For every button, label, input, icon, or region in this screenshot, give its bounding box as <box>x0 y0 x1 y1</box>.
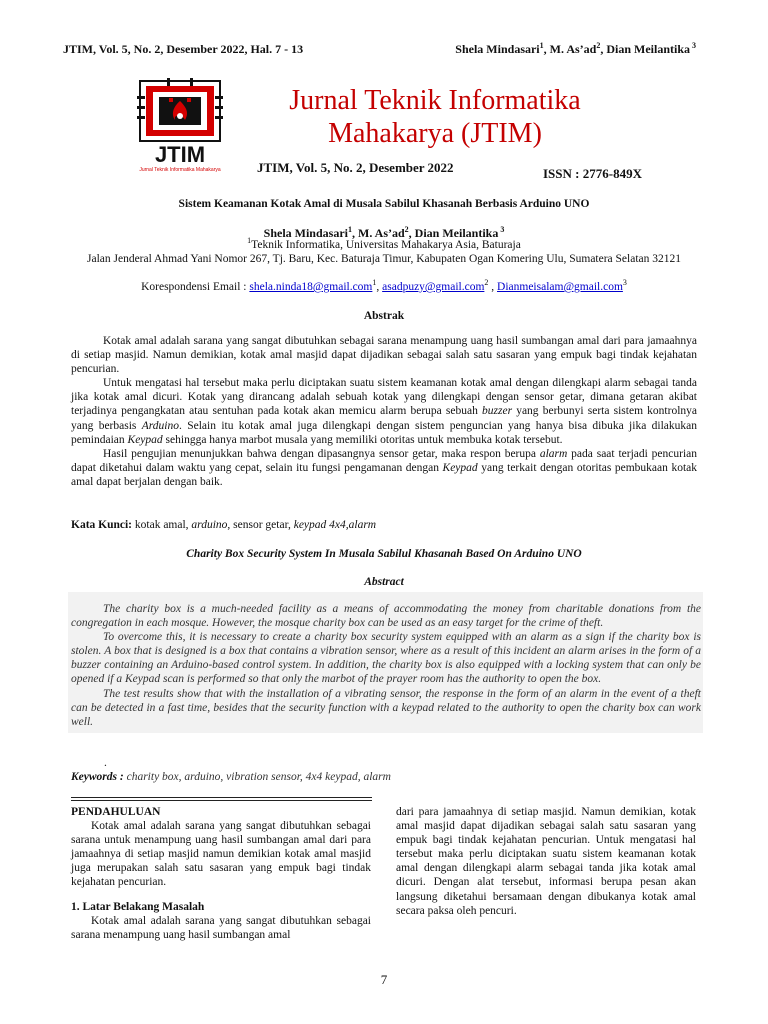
left-column <box>71 805 371 942</box>
abstract-heading: Abstract <box>364 576 404 588</box>
body-paragraph: dari para jamaahnya di setiap masjid. Namun demikian, kotak amal masjid dapat dijadikan sebagai salah satu sasaran yang empuk bagi tindak kejahatan pencurian. Untuk mengatasi hal tersebut maka perlu diciptakan suatu sistem keamanan kotak amal dengan dilengkapi alarm sebagai tanda jika kotak amal dicuri. Dengan alat tersebut, informasi berupa pesan akan langsung diketahui bersamaan dengan dibukanya kotak amal secara paksa oleh pencuri. <box>396 806 696 917</box>
journal-issn: ISSN : 2776-849X <box>543 166 642 181</box>
right-column <box>396 805 696 918</box>
body-paragraph: Kotak amal adalah sarana yang sangat dibutuhkan sebagai sarana menampung uang hasil sumbangan amal <box>71 914 371 941</box>
stray-dot: . <box>104 757 107 769</box>
jtim-logo <box>137 78 223 174</box>
journal-volume: JTIM, Vol. 5, No. 2, Desember 2022 <box>257 160 454 175</box>
section-rule <box>71 797 372 798</box>
affiliation: $^1$Teknik Informatika, Universitas Mahakarya Asia, Baturaja Jalan Jenderal Ahmad Yani Nomor 267, Tj. Baru, Kec. Baturaja Timur, Kabupaten Ogan Komering Ulu, Sumatera Selatan 32121 <box>86 236 682 265</box>
journal-title: Jurnal Teknik Informatika Mahakarya (JTIM) <box>289 85 581 149</box>
paper-title: Sistem Keamanan Kotak Amal di Musala Sabilul Khasanah Berbasis Arduino UNO <box>178 198 590 210</box>
correspondence: Korespondensi Email : shela.ninda18@gmail.com$^1$, asadpuzy@gmail.com$^2$ , Dianmeisalam@gmail.com$^3$ <box>141 278 627 293</box>
body-paragraph: Kotak amal adalah sarana yang sangat dibutuhkan sebagai sarana untuk menampung uang hasil sumbangan amal dari para jamaahnya di setiap masjid namun demikian kotak amal masjid juga merupakan salah satu sasaran yang empuk bagi tindak kejahatan pencurian. <box>71 820 371 889</box>
kata-kunci: Kata Kunci: kotak amal, arduino, sensor getar, keypad 4x4,alarm <box>71 519 377 531</box>
logo-subtext: Jurnal Teknik Informatika Mahakarya <box>139 167 221 173</box>
abstrak-heading: Abstrak <box>363 310 405 322</box>
subsection-heading: 1. Latar Belakang Masalah <box>71 900 205 913</box>
email-link-3[interactable]: Dianmeisalam@gmail.com <box>497 281 623 293</box>
logo-text: JTIM <box>154 142 206 167</box>
section-rule-thin <box>71 800 372 801</box>
english-title: Charity Box Security System In Musala Sabilul Khasanah Based On Arduino UNO <box>186 548 582 560</box>
page-number: 7 <box>380 972 388 987</box>
running-header-right: Shela Mindasari$^1$, M. $As’ad^2$, Dian Meilantika $^3$ <box>455 41 696 56</box>
abstrak-body: Kotak amal adalah sarana yang sangat dibutuhkan sebagai sarana menampung uang hasil sumbangan amal dari para jamaahnya di setiap masjid. Namun demikian, kotak amal masjid dapat dijadikan sebagai salah satu sasaran yang empuk bagi tindak kejahatan pencurian. Untuk mengatasi hal tersebut maka perlu diciptakan suatu sistem keamanan kotak amal dengan dilengkapi alarm sebagai tanda jika kotak amal dicuri. Kotak yang dirancang adalah sebuah kotak yang dilengkapi dengan sensor getar, dimana getaran akibat terjadinya pengangkatan atau sentuhan pada kotak akan memicu alarm berupa sebuah buzzer yang berbunyi serta sistem kontrolnya yang berbasis Arduino. Selain itu kotak amal juga dilengkapi dengan sistem penguncian yang hanya bisa dibuka jika dilakukan pemindaian Keypad sehingga hanya marbot musala yang memiliki otoritas untuk membuka kotak tersebut. Hasil pengujian menunjukkan bahwa dengan dipasangnya sensor getar, maka respon berupa alarm pada saat terjadi pencurian dapat diketahui dalam waktu yang cepat, selain itu fungsi pengamanan dengan Keypad yang terkait dengan otoritas pembukaan kotak amal dapat berjalan dengan baik. <box>71 335 697 488</box>
email-link-2[interactable]: asadpuzy@gmail.com <box>382 281 485 293</box>
keywords: Keywords : charity box, arduino, vibration sensor, 4x4 keypad, alarm <box>71 771 391 783</box>
section-heading: PENDAHULUAN <box>71 806 161 818</box>
abstract-body: The charity box is a much-needed facility as a means of accommodating the money from charitable donations from the congregation in each mosque. However, the mosque charity box can be used as an easy target for the crime of theft. To overcome this, it is necessary to create a charity box security system equipped with an alarm as a sign if the charity box is stolen. A box that is designed is a box that contains a vibration sensor, where as a result of this incident an alarm arises in the form of a buzzer containing an Arduino-based control system. In addition, the charity box is also equipped with a locking system that can only be opened if a Keypad scan is performed so that only the marbot of the prayer room has the authority to open the box. The test results show that with the installation of a vibrating sensor, the response in the form of an alarm in the event of a theft can be detected in a fast time, besides that the security function with a keypad related to the authority to open the charity box can work well. <box>68 592 703 733</box>
running-header-left: JTIM, Vol. 5, No. 2, Desember 2022, Hal. 7 - 13 <box>63 42 304 56</box>
email-link-1[interactable]: shela.ninda18@gmail.com <box>249 281 373 293</box>
paper-authors: Shela Mindasari$^1$, M. $As’ad^2$, Dian Meilantika $^3$ <box>263 225 505 240</box>
